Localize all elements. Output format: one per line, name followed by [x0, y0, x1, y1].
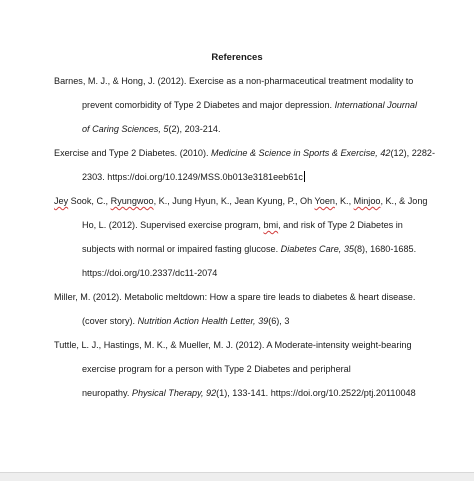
reference-text: (12), 2282-: [390, 148, 435, 158]
reference-text: , and risk of Type 2 Diabetes in: [278, 220, 403, 230]
status-bar-strip: [0, 472, 474, 481]
reference-text: [82, 172, 305, 182]
reference-text: exercise program for a person with Type 2 Diabetes and peripheral: [82, 364, 351, 374]
reference-text: Ho, L. (2012). Supervised exercise program,: [82, 220, 264, 230]
references-list: [54, 69, 435, 405]
reference-entry: [54, 69, 426, 141]
reference-text: [82, 244, 416, 254]
reference-entry: [54, 189, 426, 285]
journal-title: International Journal: [334, 100, 417, 110]
reference-text: [82, 100, 417, 110]
reference-text: Tuttle, L. J., Hastings, M. K., & Mueller, M. J. (2012). A Moderate-intensity weight-bearing: [54, 340, 412, 350]
misspelled-word[interactable]: Jey: [54, 196, 69, 206]
reference-text: (8), 1680-1685.: [353, 244, 417, 254]
reference-text: Barnes, M. J., & Hong, J. (2012). Exercise as a non-pharmaceutical treatment modality to: [54, 76, 414, 86]
reference-text: Exercise and Type 2 Diabetes. (2010).: [54, 148, 212, 158]
misspelled-word[interactable]: Minjoo: [353, 196, 381, 206]
reference-text: https://doi.org/10.2337/dc11-2074: [82, 268, 218, 278]
reference-text: subjects with normal or impaired fasting glucose.: [82, 244, 281, 254]
reference-text: [54, 148, 435, 158]
reference-entry: [54, 285, 426, 333]
references-heading: References: [211, 52, 263, 63]
reference-entry: [54, 333, 426, 405]
reference-text: [54, 196, 427, 206]
reference-text: [82, 388, 416, 398]
journal-title: of Caring Sciences, 5: [82, 124, 169, 134]
reference-text: [82, 316, 289, 326]
reference-text: (1), 133-141. https://doi.org/10.2522/ptj.20110048: [216, 388, 416, 398]
reference-text: prevent comorbidity of Type 2 Diabetes and major depression.: [82, 100, 335, 110]
reference-text: , K., & Jong: [380, 196, 428, 206]
journal-title: Physical Therapy, 92: [131, 388, 217, 398]
journal-title: Diabetes Care, 35: [280, 244, 354, 254]
reference-text: (2), 203-214.: [168, 124, 221, 134]
reference-text: , K., Jung Hyun, K., Jean Kyung, P., Oh: [153, 196, 315, 206]
reference-text: 2303. https://doi.org/10.1249/MSS.0b013e3181eeb61c: [82, 172, 303, 182]
reference-text: , K.,: [334, 196, 354, 206]
misspelled-word[interactable]: Yoen: [314, 196, 335, 206]
reference-text: neuropathy.: [82, 388, 132, 398]
reference-text: (cover story).: [82, 316, 138, 326]
reference-entry: [54, 141, 435, 189]
reference-text: Sook, C.,: [68, 196, 111, 206]
text-cursor: [304, 171, 305, 182]
journal-title: Nutrition Action Health Letter, 39: [137, 316, 269, 326]
misspelled-word[interactable]: bmi: [263, 220, 279, 230]
reference-text: [82, 124, 221, 134]
reference-text: [82, 220, 403, 230]
reference-text: (6), 3: [268, 316, 290, 326]
reference-text: Miller, M. (2012). Metabolic meltdown: How a spare tire leads to diabetes & heart disease.: [54, 292, 416, 302]
journal-title: Medicine & Science in Sports & Exercise, 42: [211, 148, 391, 158]
misspelled-word[interactable]: Ryungwoo: [110, 196, 154, 206]
